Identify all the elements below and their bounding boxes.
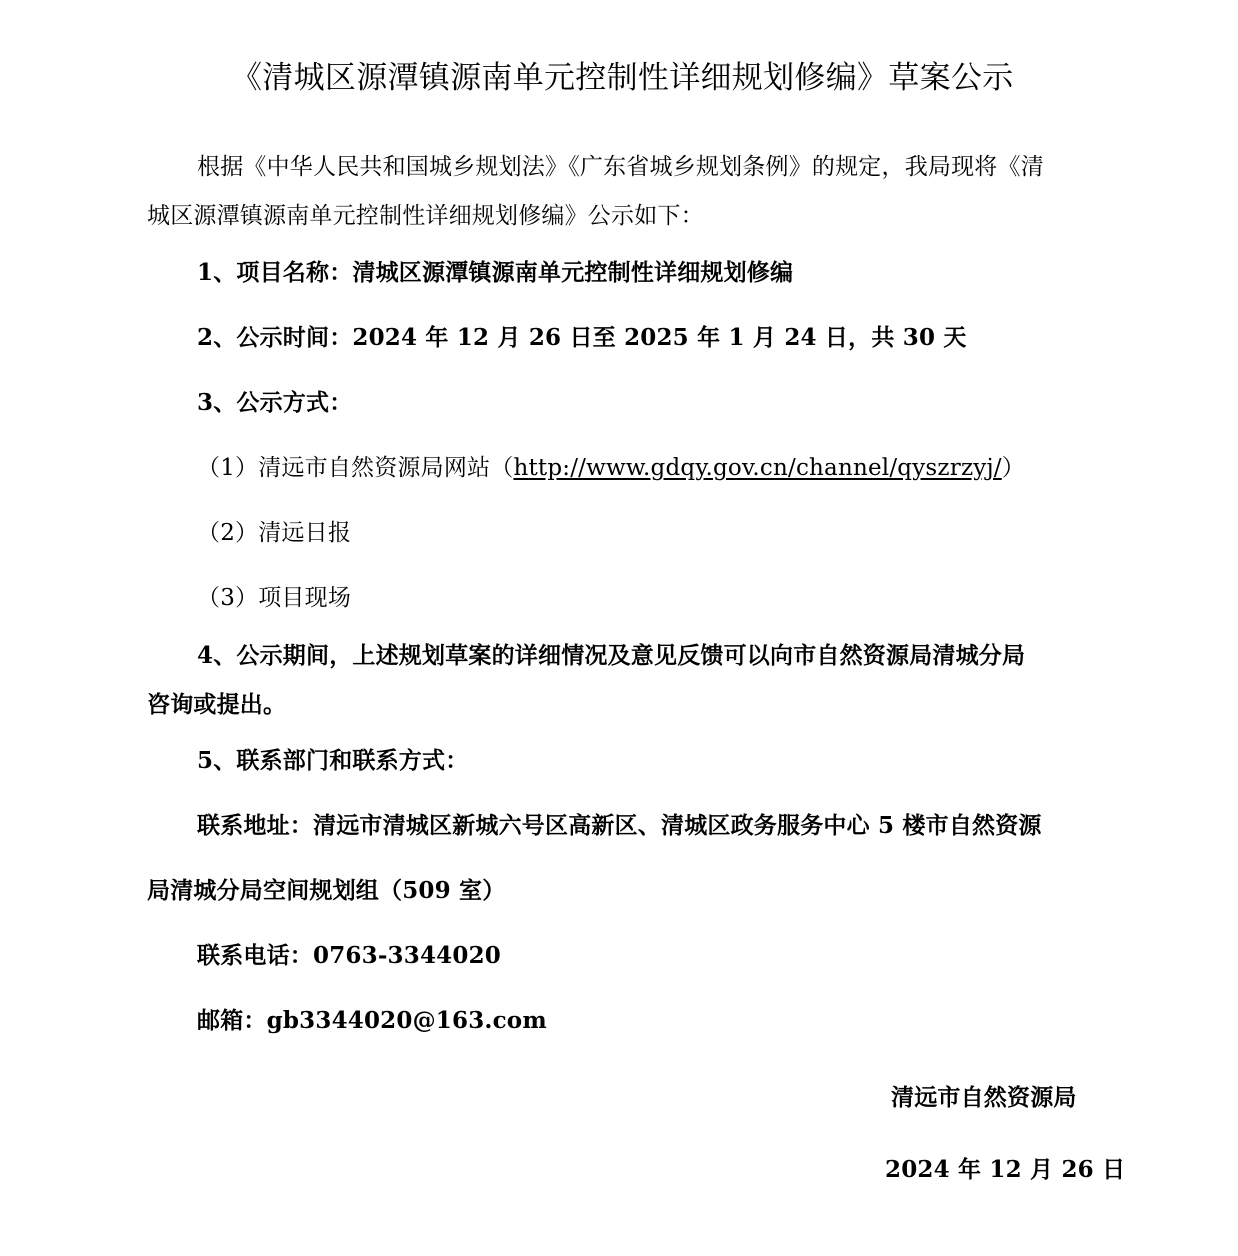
item-feedback-line-2: 咨询或提出。 [147,691,287,718]
method-site: （3）项目现场 [197,585,352,611]
signature-organization: 清远市自然资源局 [891,1084,1077,1111]
method-website-close: ） [1001,455,1025,481]
website-link[interactable]: http://www.gdqy.gov.cn/channel/qyszrzyj/ [513,455,1002,481]
method-newspaper: （2）清远日报 [197,520,352,546]
signature-date: 2024 年 12 月 26 日 [885,1156,1126,1183]
item-publicity-period: 2、公示时间：2024 年 12 月 26 日至 2025 年 1 月 24 日，共 30 天 [197,324,967,351]
item-project-name: 1、项目名称：清城区源潭镇源南单元控制性详细规划修编 [197,259,794,286]
method-website-label: （1）清远市自然资源局网站（ [197,455,514,481]
intro-line-1: 根据《中华人民共和国城乡规划法》《广东省城乡规划条例》的规定，我局现将《清 [197,154,1044,180]
contact-address-line-1: 联系地址：清远市清城区新城六号区高新区、清城区政务服务中心 5 楼市自然资源 [197,812,1042,839]
item-contact-heading: 5、联系部门和联系方式： [197,747,469,774]
contact-email: 邮箱：gb3344020@163.com [197,1007,547,1034]
contact-address-line-2: 局清城分局空间规划组（509 室） [147,877,506,904]
contact-phone: 联系电话：0763-3344020 [197,942,501,969]
item-feedback-line-1: 4、公示期间，上述规划草案的详细情况及意见反馈可以向市自然资源局清城分局 [197,642,1026,669]
intro-line-2: 城区源潭镇源南单元控制性详细规划修编》公示如下： [147,203,704,229]
document-title: 《清城区源潭镇源南单元控制性详细规划修编》草案公示 [231,60,1014,96]
method-website [197,453,1025,483]
item-publicity-method: 3、公示方式： [197,389,353,416]
